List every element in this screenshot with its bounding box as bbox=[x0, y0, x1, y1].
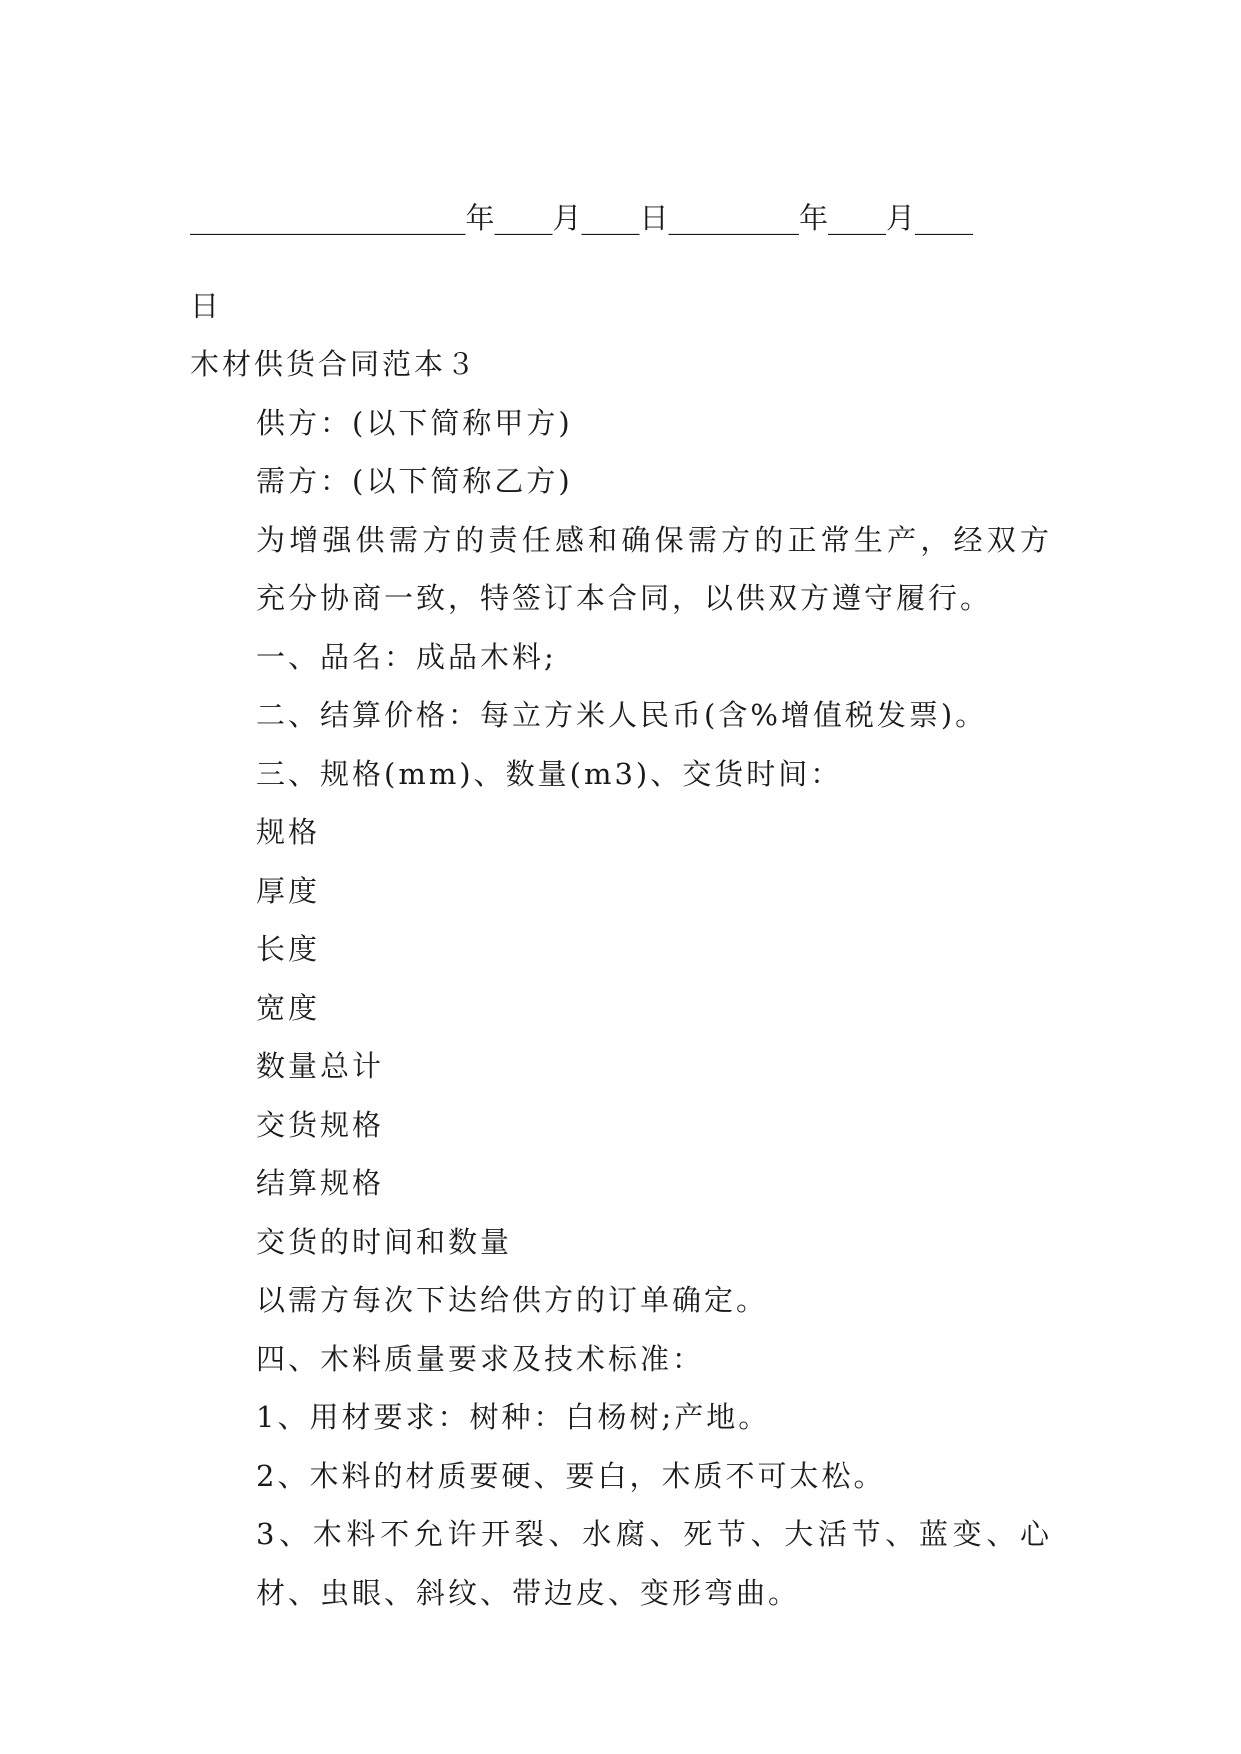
supplier-line: 供方：(以下简称甲方) bbox=[256, 405, 573, 440]
spec-label: 数量总计 bbox=[256, 1049, 385, 1083]
intro-paragraph: 为增强供需方的责任感和确保需方的正常生产，经双方充分协商一致，特签订本合同，以供双方遵守履行。 bbox=[256, 522, 1052, 615]
clause-spec-quantity: 三、规格(mm)、数量(m3)、交货时间： bbox=[256, 756, 843, 791]
clause-quality-standard: 四、木料质量要求及技术标准： bbox=[256, 1341, 705, 1376]
clause-settlement-price: 二、结算价格：每立方米人民币(含%增值税发票)。 bbox=[256, 698, 988, 732]
spec-label: 厚度 bbox=[256, 873, 321, 908]
clause-product-name: 一、品名：成品木料; bbox=[256, 639, 557, 674]
spec-label: 交货的时间和数量 bbox=[256, 1224, 513, 1259]
spec-label: 结算规格 bbox=[256, 1166, 385, 1200]
spec-label: 长度 bbox=[256, 932, 321, 966]
buyer-line: 需方：(以下简称乙方) bbox=[256, 464, 573, 498]
signature-date-line-end: 日 bbox=[190, 288, 223, 323]
requirement-3: 3、木料不允许开裂、水腐、死节、大活节、蓝变、心材、虫眼、斜纹、带边皮、变形弯曲。 bbox=[256, 1517, 1052, 1610]
spec-label: 宽度 bbox=[256, 990, 321, 1025]
requirement-2: 2、木料的材质要硬、要白，木质不可太松。 bbox=[256, 1458, 886, 1493]
requirement-1: 1、用材要求：树种：白杨树;产地。 bbox=[256, 1400, 771, 1434]
document-title: 木材供货合同范本３ bbox=[190, 347, 479, 381]
document-page bbox=[190, 160, 1052, 1622]
spec-label: 规格 bbox=[256, 815, 321, 849]
signature-date-line: ___________________年____月____日_________年____月____ bbox=[190, 201, 974, 235]
order-note: 以需方每次下达给供方的订单确定。 bbox=[256, 1283, 769, 1317]
spec-label: 交货规格 bbox=[256, 1107, 385, 1142]
